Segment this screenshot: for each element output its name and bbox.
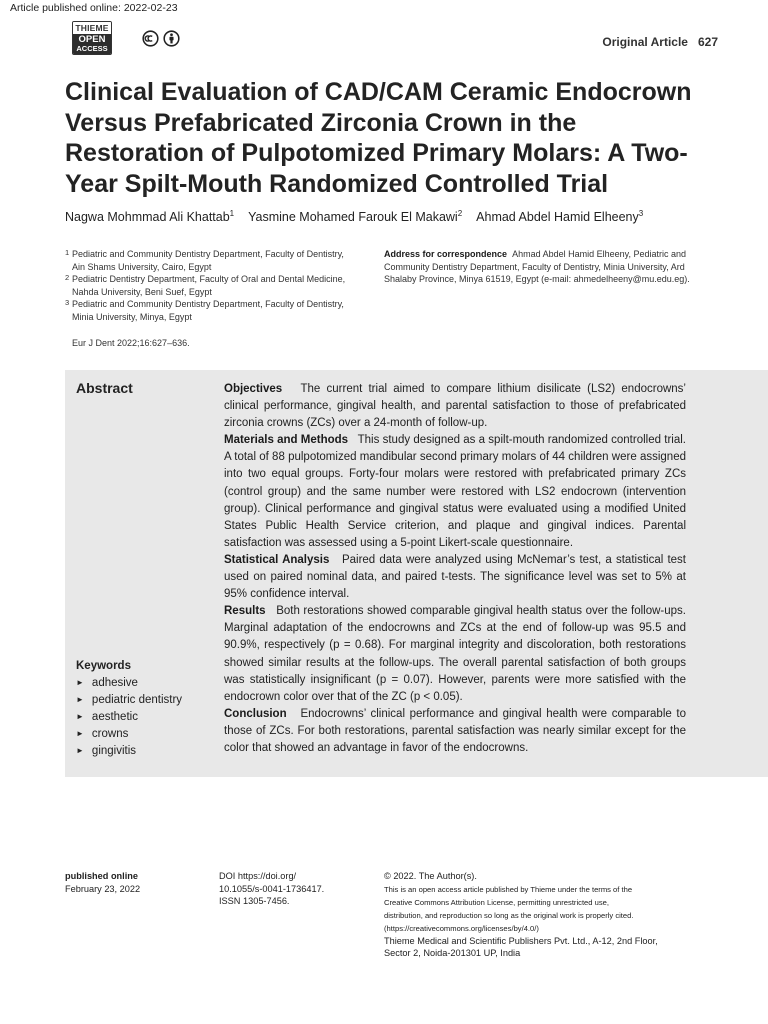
- abstract-panel: [65, 370, 768, 777]
- abstract-statistics: [224, 552, 686, 603]
- methods-label: Materials and Methods: [224, 434, 349, 447]
- affiliation-text: Pediatric and Community Dentistry Department, Faculty of Dentistry, Ain Shams University, Cairo, Egypt: [72, 249, 344, 272]
- conclusion-label: Conclusion: [224, 707, 287, 720]
- abstract-results: [224, 603, 686, 706]
- keyword-item: ► adhesive: [76, 675, 182, 692]
- results-label: Results: [224, 605, 266, 618]
- thieme-open-access-logo: [72, 21, 112, 55]
- doi-line: DOI https://doi.org/: [219, 871, 297, 881]
- correspondence-label: Address for correspondence: [384, 249, 508, 259]
- license-icons: [142, 30, 180, 47]
- article-title: Clinical Evaluation of CAD/CAM Ceramic Endocrown Versus Prefabricated Zirconia Crown in the Restoration of Pulpotomized Primary Molars: A Two-Year Spilt-Mouth Randomized Controlled Trial: [65, 78, 692, 198]
- conclusion-text: Endocrowns’ clinical performance and gingival health were comparable to those of ZCs. For both restorations, parental satisfaction was nearly similar except for the color that showed an advantage in favor of the endocrowns.: [224, 707, 686, 754]
- footer-published: [65, 870, 205, 895]
- author-affiliation-mark: 1: [229, 209, 235, 218]
- logo-access-text: ACCESS: [76, 44, 108, 53]
- author-name: Nagwa Mohmmad Ali Khattab: [65, 210, 230, 225]
- affiliation-number: 1: [65, 248, 70, 257]
- statistics-label: Statistical Analysis: [224, 553, 330, 566]
- page-number: 627: [697, 35, 718, 49]
- license-line: This is an open access article published by Thieme under the terms of the: [384, 884, 633, 894]
- keyword-item: ► crowns: [76, 726, 182, 743]
- correspondence-text: Ahmad Abdel Hamid Elheeny, Pediatric and Community Dentistry Department, Faculty of Dentistry, Minia University, Ard Shalaby Province, Minya 61519, Egypt (e-mail: ahmedelheeny@mu.edu.eg).: [384, 249, 690, 285]
- affiliation-text: Pediatric and Community Dentistry Department, Faculty of Dentistry, Minia University, Minya, Egypt: [72, 299, 344, 322]
- keyword-item: ► aesthetic: [76, 709, 182, 726]
- abstract-objectives: [224, 381, 686, 432]
- cc-icon: [142, 30, 159, 47]
- license-line: Creative Commons Attribution License, permitting unrestricted use,: [384, 897, 609, 907]
- objectives-label: Objectives: [224, 383, 283, 395]
- doi-line: 10.1055/s-0041-1736417.: [219, 883, 325, 894]
- published-date: February 23, 2022: [65, 883, 141, 894]
- affiliation-item: [65, 298, 350, 323]
- journal-citation: Eur J Dent 2022;16:627–636.: [72, 338, 190, 348]
- license-url: (https://creativecommons.org/licenses/by/4.0/): [384, 923, 539, 933]
- copyright-line: © 2022. The Author(s).: [384, 871, 477, 881]
- logo-thieme-text: THIEME: [73, 22, 111, 34]
- published-label: published online: [65, 871, 138, 881]
- abstract-heading: Abstract: [76, 380, 133, 396]
- author-name: Ahmad Abdel Hamid Elheeny: [476, 210, 639, 225]
- abstract-conclusion: [224, 706, 686, 757]
- affiliation-item: [65, 273, 350, 298]
- logo-open-access: [73, 34, 111, 54]
- footer-copyright: [384, 870, 704, 960]
- results-text: Both restorations showed comparable gingival health status over the follow-ups. Marginal adaptation of the endocrowns and ZCs at the end of follow-up was 95.5 and 90.9%, respectively (p = 0.68). For marginal integrity and discoloration, both restorations showed similar results at the follow-ups. The overall parental satisfaction of both groups was statistically insignificant (p = 0.07). However, parents were more satisfied with the endocrown color over that of the ZC (p < 0.05).: [224, 605, 687, 703]
- affiliation-item: [65, 248, 350, 273]
- affiliations: [65, 248, 350, 324]
- affiliation-number: 2: [65, 273, 70, 283]
- methods-text: This study designed as a spilt-mouth randomized controlled trial. A total of 88 pulpotomized mandibular second primary molars of 44 children were assigned into two equal groups. Forty-four molars were restored with prefabricated primary ZCs (control group) and the same number were restored with LS2 endocrown (intervention group). Clinical performance and gingival status were evaluated using a modified United States Public Health Service criterion, and plaque and gingival indices. Parental satisfaction was assessed using a 5-point Likert-scale questionnaire.: [224, 434, 686, 549]
- keyword-list: [76, 675, 182, 760]
- footer-doi: [219, 870, 359, 908]
- keywords-heading: Keywords: [76, 660, 131, 672]
- objectives-text: The current trial aimed to compare lithium disilicate (LS2) endocrowns’ clinical performance, gingival health, and parental satisfaction to those of prefabricated zirconia crowns (ZCs) over a 24-month of follow-up.: [224, 383, 686, 430]
- publisher-line: Thieme Medical and Scientific Publishers Pvt. Ltd., A-12, 2nd Floor,: [384, 935, 658, 946]
- section-label: Original Article: [602, 35, 688, 49]
- statistics-text: Paired data were analyzed using McNemar’s test, a statistical test used on paired nominal data, and paired t-tests. The significance level was set to 5% at 95% confidence interval.: [224, 553, 686, 601]
- running-header: [602, 35, 718, 49]
- keyword-item: ► pediatric dentistry: [76, 692, 182, 709]
- by-attribution-icon: [163, 30, 180, 47]
- keywords-block: [76, 658, 182, 761]
- license-line: distribution, and reproduction so long as the original work is properly cited.: [384, 910, 634, 920]
- author-affiliation-mark: 2: [457, 209, 463, 218]
- abstract-methods: [224, 432, 686, 552]
- publisher-line: Sector 2, Noida-201301 UP, India: [384, 948, 521, 959]
- author-affiliation-mark: 3: [638, 209, 644, 218]
- logo-open-text: OPEN: [78, 34, 106, 45]
- author-name: Yasmine Mohamed Farouk El Makawi: [248, 210, 458, 225]
- affiliation-text: Pediatric Dentistry Department, Faculty of Oral and Dental Medicine, Nahda University, Beni Suef, Egypt: [72, 274, 346, 297]
- abstract-body: [224, 381, 686, 757]
- correspondence-address: [384, 248, 694, 286]
- publication-stamp: Article published online: 2022-02-23: [0, 0, 184, 16]
- author-list: [65, 209, 643, 224]
- affiliation-number: 3: [65, 298, 70, 308]
- keyword-item: ► gingivitis: [76, 743, 182, 760]
- issn: ISSN 1305-7456.: [219, 896, 290, 907]
